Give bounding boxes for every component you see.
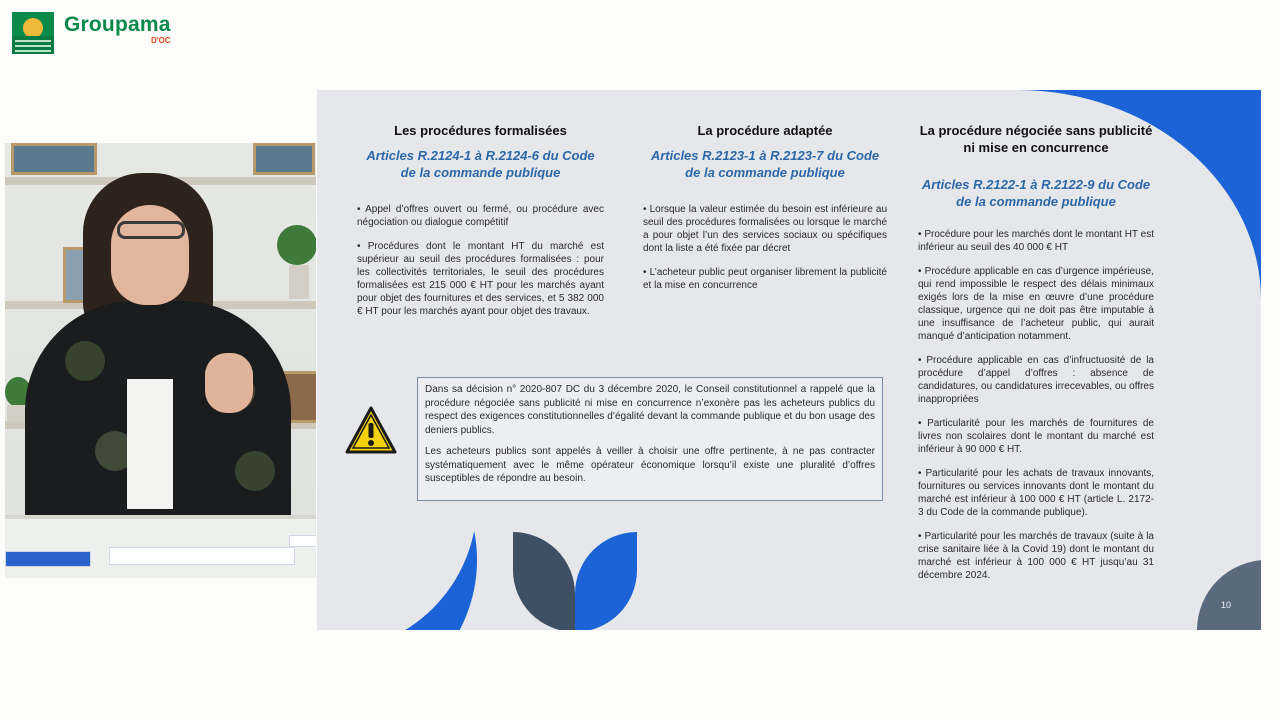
column-title: La procédure adaptée xyxy=(697,123,833,138)
groupama-logo xyxy=(12,12,171,54)
bullet-list xyxy=(643,203,887,292)
column-procedures-formalisees xyxy=(357,122,604,329)
column-subtitle: Articles R.2122-1 à R.2122-9 du Code de la commande publique xyxy=(921,177,1151,209)
list-item: • Appel d’offres ouvert ou fermé, ou procédure avec négociation ou dialogue compétitif xyxy=(357,204,604,228)
presenter-video xyxy=(5,143,316,578)
list-item: • Particularité pour les achats de travaux innovants, fournitures ou services innovants dont le montant du marché est inférieur à 100 000 € HT (article L. 2172-3 du Code de la commande publique). xyxy=(918,468,1154,518)
column-title: La procédure négociée sans publicité ni mise en concurrence xyxy=(919,123,1153,155)
list-item: • Lorsque la valeur estimée du besoin est inférieure au seuil des procédures formalisées ou lorsque le marché a pour objet l’un des services sociaux ou spécifiques dont la liste a été fixée par décret xyxy=(643,204,887,254)
notice-box xyxy=(417,377,883,501)
bullet-list xyxy=(357,203,604,318)
column-procedure-adaptee xyxy=(643,122,887,303)
list-item: • Particularité pour les marchés de fournitures de livres non scolaires dont le montant du marché est inférieur à 90 000 € HT. xyxy=(918,418,1154,455)
brand-name: Groupama xyxy=(64,13,171,36)
list-item: • Procédures dont le montant HT du marché est supérieur au seuil des procédures formalisées : pour les collectivités territoriales, le seuil des procédures formalisées est 215 000 € HT pour les marchés ayant pour objet des fournitures et des services, et 5 382 000 € HT pour les marchés ayant pour objet des travaux. xyxy=(357,241,604,317)
column-title: Les procédures formalisées xyxy=(394,123,567,138)
list-item: • Procédure pour les marchés dont le montant HT est inférieur au seuil des 40 000 € HT xyxy=(918,229,1154,253)
warning-icon xyxy=(345,406,397,454)
column-procedure-negociee xyxy=(918,122,1154,593)
list-item: • Particularité pour les marchés de travaux (suite à la crise sanitaire liée à la Covid 19) dont le montant du marché est inférieur à 100 000 € HT jusqu’au 31 décembre 2024. xyxy=(918,531,1154,581)
list-item: • L’acheteur public peut organiser librement la publicité et la mise en concurrence xyxy=(643,267,887,291)
brand-sub: D'OC xyxy=(150,36,171,45)
decor-bottom-right xyxy=(1197,560,1261,630)
decor-leaf-right xyxy=(575,532,637,630)
column-subtitle: Articles R.2123-1 à R.2123-7 du Code de la commande publique xyxy=(650,148,880,180)
notice-paragraph: Les acheteurs publics sont appelés à veiller à choisir une offre pertinente, à ne pas contracter systématiquement avec le même opérateur économique lorsqu’il existe une pluralité d’offres susceptibles de répondre au besoin. xyxy=(425,446,875,484)
page-number: 10 xyxy=(1221,600,1232,610)
list-item: • Procédure applicable en cas d’urgence impérieuse, qui rend impossible le respect des délais minimaux exigés lors de la mise en œuvre d’une procédure classique, urgence qui ne doit pas être imputable à une insuffisance de l’acheteur public, qui aurait manqué d’anticipation notamment. xyxy=(918,266,1154,342)
decor-leaf-left xyxy=(513,532,575,630)
groupama-logo-icon xyxy=(12,12,54,54)
list-item: • Procédure applicable en cas d’infructuosité de la procédure d’appel d’offres : absence de candidatures, ou candidatures irrecevables, ou offres inappropriées xyxy=(918,355,1154,405)
presentation-slide xyxy=(317,90,1261,630)
bullet-list xyxy=(918,228,1154,582)
notice-paragraph: Dans sa décision n° 2020-807 DC du 3 décembre 2020, le Conseil constitutionnel a rappelé que la procédure négociée sans publicité ni mise en concurrence n’exonère pas les acheteurs publics du respect des exigences constitutionnelles d’égalité devant la commande publique et du bon usage des deniers publics. xyxy=(425,384,875,436)
column-subtitle: Articles R.2124-1 à R.2124-6 du Code de la commande publique xyxy=(366,148,595,180)
